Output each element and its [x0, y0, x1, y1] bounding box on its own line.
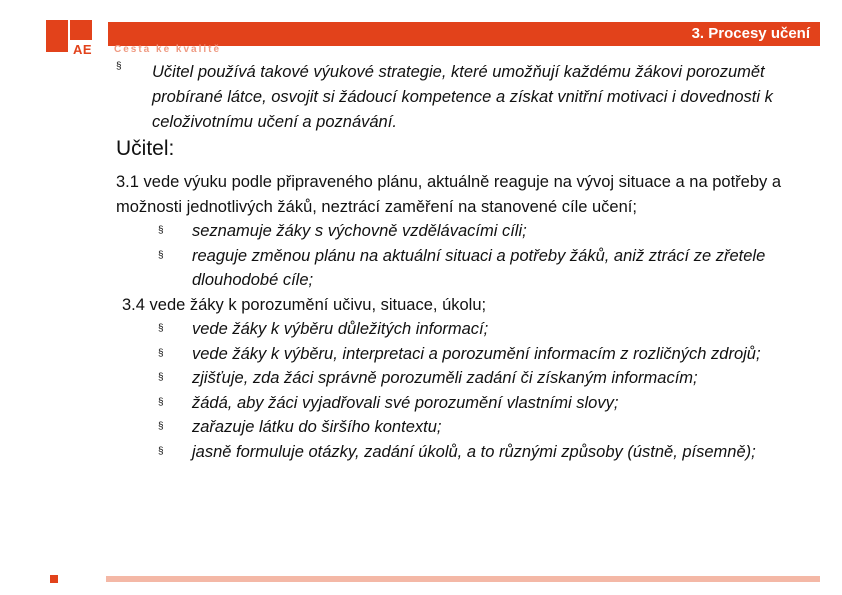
- list-item: [116, 391, 816, 416]
- list-item: [116, 219, 816, 244]
- footer-marker: [50, 575, 58, 583]
- list-item-text: reaguje změnou plánu na aktuální situaci a potřeby žáků, aniž ztrácí ze zřetele dlouhodobé cíle;: [192, 246, 766, 289]
- list-item-text: vede žáky k výběru, interpretaci a porozumění informacím z rozličných zdrojů;: [192, 344, 761, 363]
- bullet-icon: §: [158, 347, 164, 359]
- list-item: [116, 366, 816, 391]
- list-item: [116, 415, 816, 440]
- section-3-4-text: 3.4 vede žáky k porozumění učivu, situace, úkolu;: [122, 295, 487, 314]
- content-body: [116, 170, 816, 464]
- header-bar: [108, 22, 820, 46]
- list-item-text: žádá, aby žáci vyjadřovali své porozumění vlastními slovy;: [192, 393, 619, 412]
- list-item: [116, 440, 816, 465]
- list-item-text: zjišťuje, zda žáci správně porozuměli zadání či získaným informacím;: [192, 369, 698, 387]
- slide-title: 3. Procesy učení: [691, 25, 810, 42]
- bullet-icon: §: [158, 249, 164, 261]
- bullet-icon: §: [158, 225, 164, 236]
- bullet-icon: §: [158, 396, 164, 408]
- list-item: [116, 317, 816, 342]
- teacher-heading: Učitel:: [116, 137, 175, 160]
- tagline: Cesta ke kvalitě: [114, 44, 222, 55]
- list-item-text: jasně formuluje otázky, zadání úkolů, a to různými způsoby (ústně, písemně);: [192, 442, 756, 461]
- logo-block-small: [70, 20, 92, 40]
- bullet-icon: §: [158, 323, 164, 334]
- bullet-icon: §: [158, 445, 164, 457]
- bullet-icon: §: [158, 372, 164, 383]
- list-item: [116, 244, 816, 293]
- section-3-1-text: 3.1 vede výuku podle připraveného plánu, aktuálně reaguje na vývoj situace a na potřeby a možnosti jednotlivých žáků, neztrácí zaměření na stanovené cíle učení;: [116, 173, 782, 216]
- list-item-text: seznamuje žáky s výchovně vzdělávacími cíli;: [192, 222, 527, 240]
- intro-text: Učitel používá takové výukové strategie, které umožňují každému žákovi porozumět probírané látce, osvojit si žádoucí kompetence a získat vnitřní motivaci i dovednosti k celoživotnímu učení a poznávání.: [152, 63, 773, 131]
- list-item-text: vede žáky k výběru důležitých informací;: [192, 320, 489, 338]
- section-3-4-list: [116, 317, 816, 464]
- footer-bar: [106, 576, 820, 582]
- logo-text: AE: [73, 42, 93, 57]
- intro-paragraph: [116, 60, 816, 135]
- bullet-icon: §: [116, 61, 122, 72]
- list-item: [116, 342, 816, 367]
- list-item-text: zařazuje látku do širšího kontextu;: [192, 418, 442, 436]
- logo-block-large: [46, 20, 68, 52]
- organization-logo: [46, 20, 102, 60]
- section-3-1-list: [116, 219, 816, 293]
- bullet-icon: §: [158, 421, 164, 432]
